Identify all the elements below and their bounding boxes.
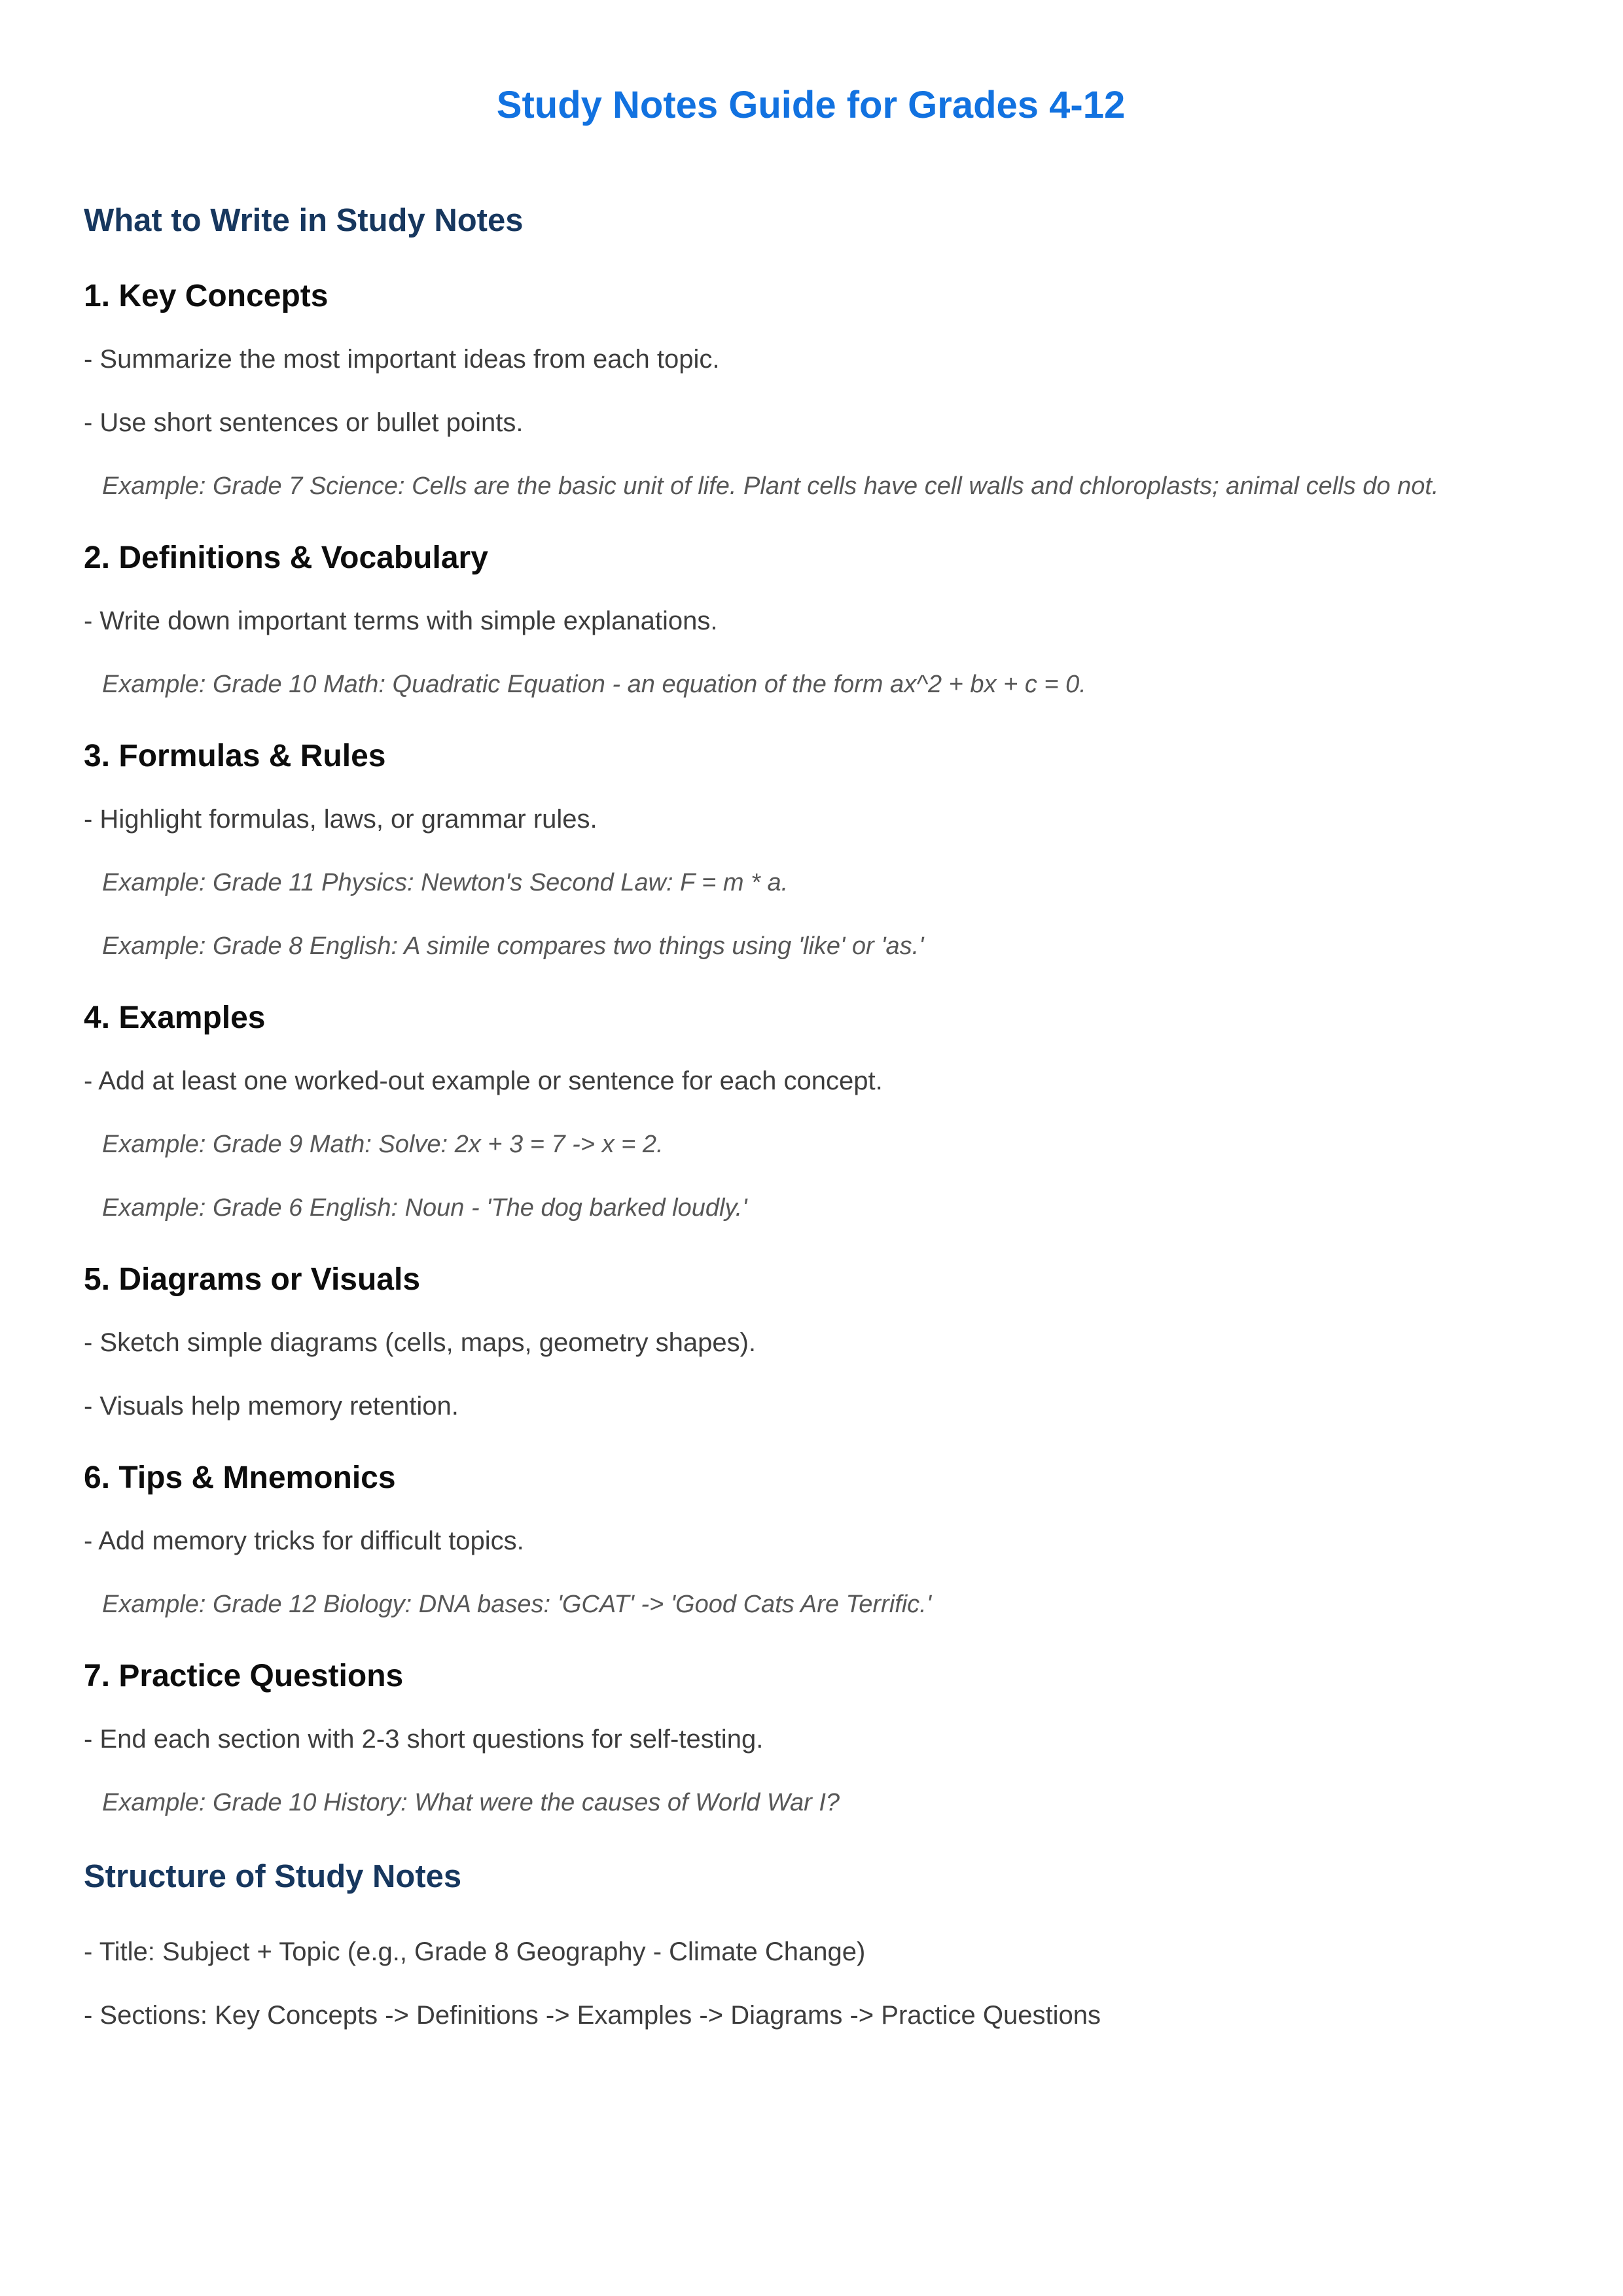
- example-line: Example: Grade 8 English: A simile compares two things using 'like' or 'as.': [102, 932, 924, 960]
- example-line: Example: Grade 6 English: Noun - 'The dog barked loudly.': [102, 1194, 747, 1222]
- bullet-line: - End each section with 2-3 short questions for self-testing.: [84, 1725, 764, 1754]
- bullet-line: - Sketch simple diagrams (cells, maps, geometry shapes).: [84, 1328, 757, 1357]
- example-line: Example: Grade 11 Physics: Newton's Second Law: F = m * a.: [102, 869, 789, 896]
- example-line: Example: Grade 9 Math: Solve: 2x + 3 = 7 -> x = 2.: [102, 1131, 664, 1158]
- bullet-line: - Summarize the most important ideas from each topic.: [84, 345, 720, 374]
- subheading-key-concepts: 1. Key Concepts: [84, 279, 329, 313]
- section-heading-structure: Structure of Study Notes: [84, 1859, 462, 1894]
- bullet-line: - Add at least one worked-out example or sentence for each concept.: [84, 1067, 883, 1095]
- bullet-line: - Write down important terms with simple explanations.: [84, 607, 718, 635]
- bullet-line: - Use short sentences or bullet points.: [84, 408, 524, 437]
- example-line: Example: Grade 10 Math: Quadratic Equation - an equation of the form ax^2 + bx + c = 0.: [102, 671, 1086, 698]
- section-heading-what-to-write: What to Write in Study Notes: [84, 203, 524, 238]
- example-line: Example: Grade 10 History: What were the causes of World War I?: [102, 1789, 840, 1816]
- example-line: Example: Grade 7 Science: Cells are the basic unit of life. Plant cells have cell walls and chloroplasts; animal cells do not.: [102, 472, 1439, 500]
- example-line: Example: Grade 12 Biology: DNA bases: 'GCAT' -> 'Good Cats Are Terrific.': [102, 1591, 931, 1618]
- subheading-examples: 4. Examples: [84, 1000, 266, 1035]
- bullet-line: - Add memory tricks for difficult topics.: [84, 1527, 524, 1555]
- subheading-definitions-vocabulary: 2. Definitions & Vocabulary: [84, 540, 488, 575]
- subheading-diagrams-visuals: 5. Diagrams or Visuals: [84, 1262, 421, 1297]
- bullet-line: - Title: Subject + Topic (e.g., Grade 8 Geography - Climate Change): [84, 1937, 866, 1966]
- bullet-line: - Sections: Key Concepts -> Definitions -> Examples -> Diagrams -> Practice Questions: [84, 2001, 1101, 2030]
- bullet-line: - Visuals help memory retention.: [84, 1392, 459, 1421]
- document-title: Study Notes Guide for Grades 4-12: [496, 84, 1126, 126]
- subheading-formulas-rules: 3. Formulas & Rules: [84, 739, 386, 773]
- subheading-practice-questions: 7. Practice Questions: [84, 1659, 404, 1693]
- bullet-line: - Highlight formulas, laws, or grammar rules.: [84, 805, 597, 834]
- subheading-tips-mnemonics: 6. Tips & Mnemonics: [84, 1460, 396, 1495]
